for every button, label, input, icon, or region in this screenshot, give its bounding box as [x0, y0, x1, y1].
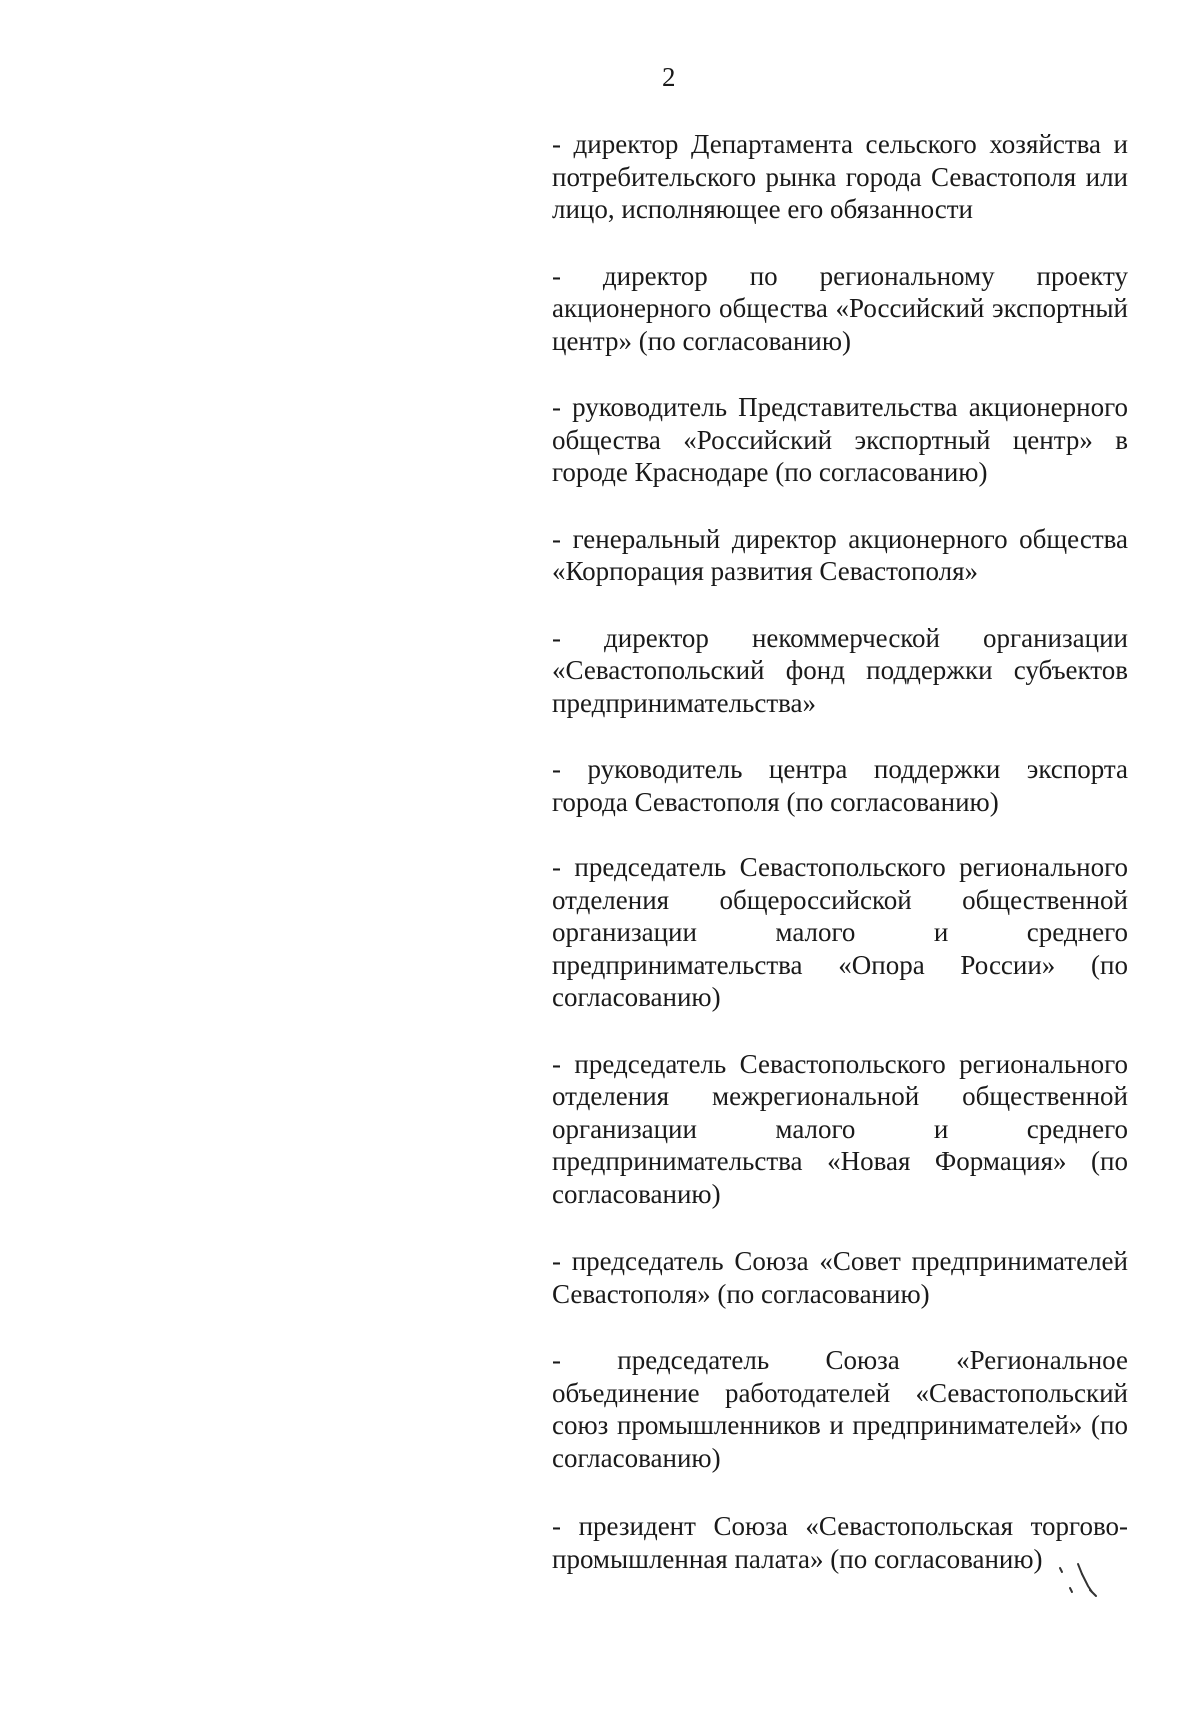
list-item: - председатель Союза «Региональное объединение работодателей «Севастопольский союз промышленников и предпринимателей» (по согласованию)	[552, 1345, 1128, 1473]
list-item: - руководитель центра поддержки экспорта города Севастополя (по согласованию)	[552, 754, 1128, 817]
page-number: 2	[662, 62, 676, 92]
signature-mark-icon	[1052, 1560, 1104, 1604]
list-item: - директор по региональному проекту акционерного общества «Российский экспортный центр» (по согласованию)	[552, 260, 1128, 356]
list-item: - директор некоммерческой организации «Севастопольский фонд поддержки субъектов предпринимательства»	[552, 622, 1128, 718]
list-item: - директор Департамента сельского хозяйства и потребительского рынка города Севастополя или лицо, исполняющее его обязанности	[552, 129, 1128, 224]
list-item: - председатель Севастопольского регионального отделения межрегиональной общественной организации малого и среднего предпринимательства «Новая Формация» (по согласованию)	[552, 1048, 1128, 1209]
members-list	[552, 128, 1128, 1611]
list-item: - председатель Союза «Совет предпринимателей Севастополя» (по согласованию)	[552, 1246, 1128, 1309]
list-item: - председатель Севастопольского регионального отделения общероссийской общественной организации малого и среднего предпринимательства «Опора России» (по согласованию)	[552, 852, 1128, 1012]
list-item: - президент Союза «Севастопольская торгово-промышленная палата» (по согласованию)	[552, 1511, 1128, 1574]
list-item: - руководитель Представительства акционерного общества «Российский экспортный центр» в городе Краснодаре (по согласованию)	[552, 392, 1128, 487]
list-item: - генеральный директор акционерного общества «Корпорация развития Севастополя»	[552, 523, 1128, 586]
